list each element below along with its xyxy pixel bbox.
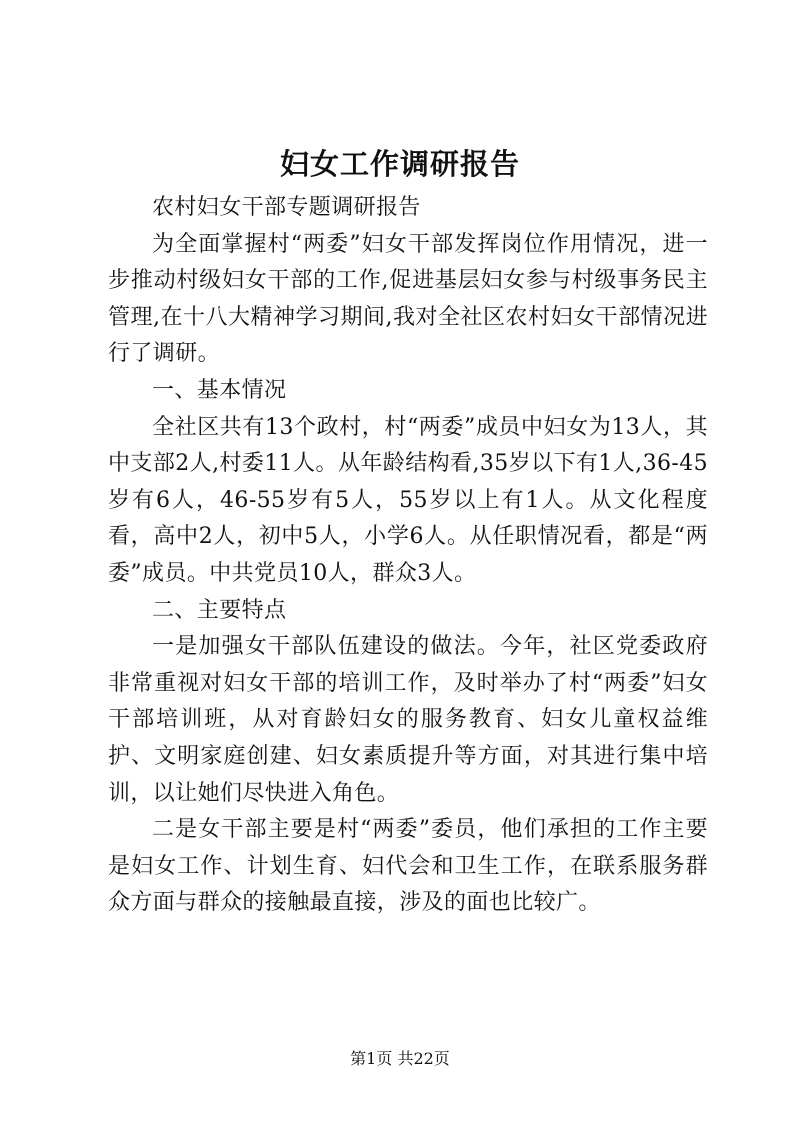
page-number-footer: 第1页 共22页 — [350, 1049, 450, 1068]
feature-paragraph-2: 二是女干部主要是村“两委”委员，他们承担的工作主要是妇女工作、计划生育、妇代会和卫生工作，在联系服务群众方面与群众的接触最直接，涉及的面也比较广。 — [108, 817, 708, 916]
feature-paragraph-1: 一是加强女干部队伍建设的做法。今年，社区党委政府非常重视对妇女干部的培训工作，及时举办了村“两委”妇女干部培训班，从对育龄妇女的服务教育、妇女儿童权益维护、文明家庭创建、妇女素质提升等方面，对其进行集中培训，以让她们尽快进入角色。 — [108, 634, 708, 806]
basic-info-paragraph: 全社区共有13个政村，村“两委”成员中妇女为13人，其中支部2人,村委11人。从年龄结构看,35岁以下有1人,36-45岁有6人，46-55岁有5人，55岁以上有1人。从文化程度看，高中2人，初中5人，小学6人。从任职情况看，都是“两委”成员。中共党员10人，群众3人。 — [108, 414, 708, 586]
intro-paragraph: 为全面掌握村“两委”妇女干部发挥岗位作用情况，进一步推动村级妇女干部的工作,促进基层妇女参与村级事务民主管理,在十八大精神学习期间,我对全社区农村妇女干部情况进行了调研。 — [108, 231, 708, 367]
document-body — [108, 190, 708, 922]
section-heading-features: 二、主要特点 — [152, 597, 287, 623]
document-title: 妇女工作调研报告 — [279, 147, 520, 181]
section-heading-basic: 一、基本情况 — [152, 377, 287, 403]
subtitle-paragraph: 农村妇女干部专题调研报告 — [152, 195, 421, 220]
